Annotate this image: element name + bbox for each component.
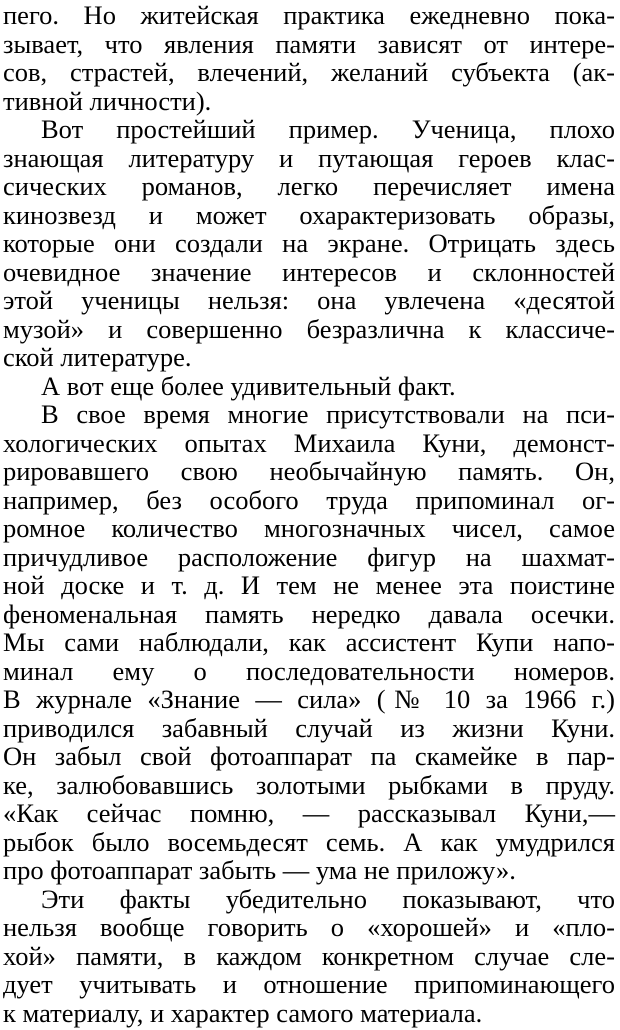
text-line: В журнале «Знание — сила» (№ 10 за 1966 г.) [3,684,615,714]
text-line: причудливое расположение фигур на шахмат- [3,541,615,572]
text-line: Эти факты убедительно показывают, что [41,883,615,914]
text-line: сов, страстей, влечений, желаний субъекта (ак- [3,57,615,87]
text-line: тивной личности). [3,85,212,116]
text-line: сических романов, легко перечисляет имена [3,171,615,201]
text-line: рыбок было восемьдесят семь. А как умудрился [3,826,615,857]
text-line: В свое время многие присутствовали на пси- [41,399,615,429]
text-line: знающая литературу и путающая героев клас- [3,142,615,173]
text-line: Он забыл свой фотоаппарат па скамейке в пар- [3,741,615,771]
text-line: музой» и совершенно безразлична к классиче- [3,313,615,344]
text-line: хологических опытах Михаила Куни, демонст- [3,427,615,458]
text-line: феноменальная память нередко давала осечки. [3,598,615,629]
text-line: которые они создали на экране. Отрицать здесь [3,228,615,258]
text-line: рировавшего свою необычайную память. Он, [3,456,615,486]
text-line: нельзя вообще говорить о «хорошей» и «пло- [3,912,615,942]
text-line: этой ученицы нельзя: она увлечена «десятой [3,285,615,315]
text-line: про фотоаппарат забыть — ума не приложу». [3,855,516,885]
text-line: к материалу, и характер самого материала. [3,997,483,1028]
text-line: приводился забавный случай из жизни Куни. [3,712,615,743]
text-line: пего. Но житейская практика ежедневно пока- [3,0,615,30]
text-line: ромное количество многозначных чисел, самое [3,513,615,543]
text-line: Вот простейший пример. Ученица, плохо [41,114,615,144]
text-line: очевидное значение интересов и склонностей [3,256,615,287]
text-line: «Как сейчас помню, — рассказывал Куни,— [3,798,615,828]
text-line: минал ему о последовательности номеров. [3,655,615,686]
text-line: зывает, что явления памяти зависят от интере- [3,28,615,59]
text-line: кинозвезд и может охарактеризовать образы, [3,199,615,230]
text-line: Мы сами наблюдали, как ассистент Купи напо- [3,627,615,657]
text-line: хой» памяти, в каждом конкретном случае сле- [3,940,615,971]
text-line: дует учитывать и отношение припоминающего [3,969,615,999]
text-line: ской литературе. [3,342,192,372]
book-page [3,0,615,1030]
text-line: А вот еще более удивительный факт. [41,370,456,401]
text-line: например, без особого труда припоминал ог- [3,484,615,515]
text-line: ке, залюбовавшись золотыми рыбками в пруду. [3,769,615,800]
text-line: ной доске и т. д. И тем не менее эта поистине [3,570,615,600]
